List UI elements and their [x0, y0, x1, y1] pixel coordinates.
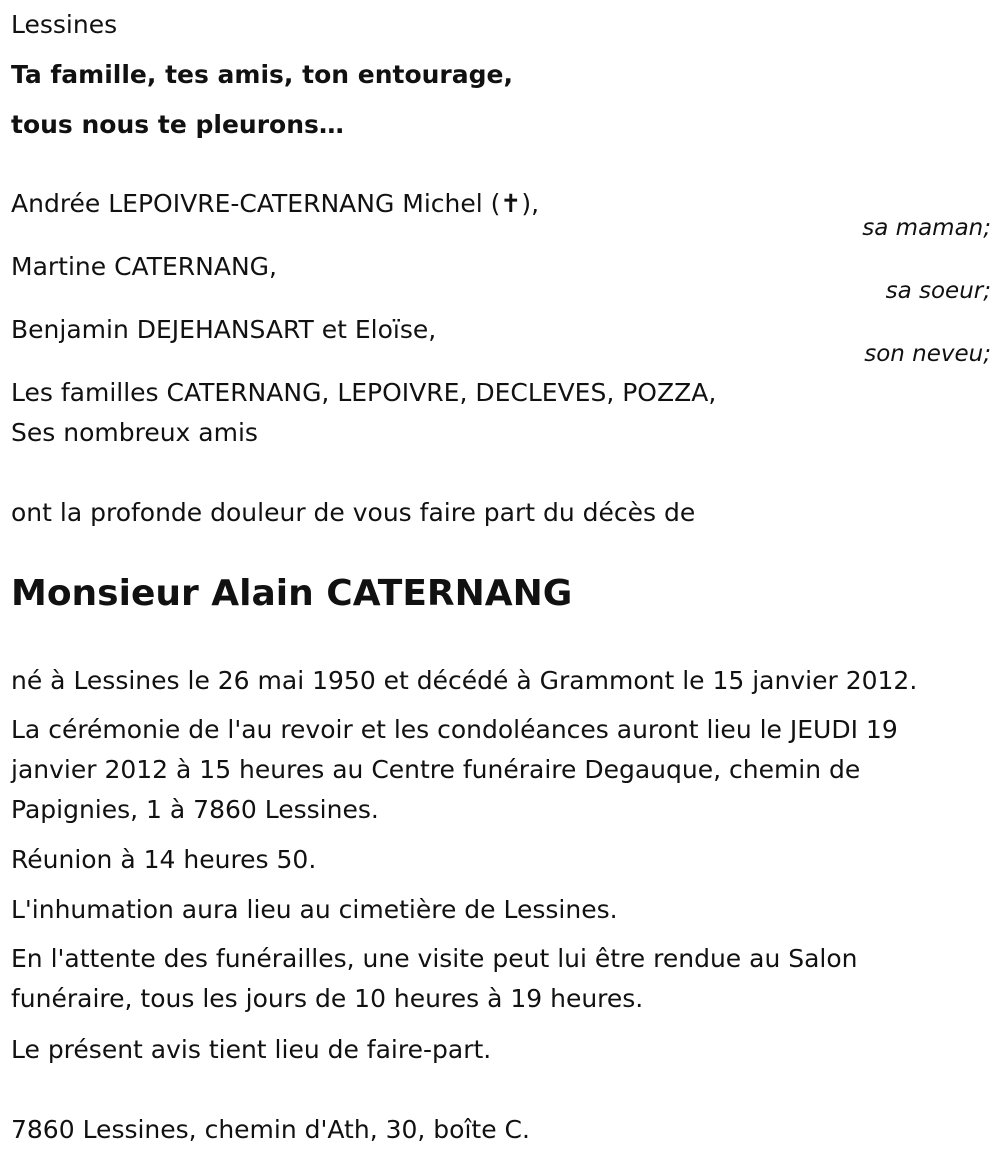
other-families: Les familles CATERNANG, LEPOIVRE, DECLEVES, POZZA, [11, 378, 717, 407]
header-line-2: tous nous te pleurons… [11, 110, 344, 139]
deceased-name: Monsieur Alain CATERNANG [11, 573, 573, 614]
header-city: Lessines [11, 10, 118, 39]
family-member-name: Andrée LEPOIVRE-CATERNANG Michel (✝), [11, 189, 540, 218]
header-line-1: Ta famille, tes amis, ton entourage, [11, 60, 513, 89]
visit-details: En l'attente des funérailles, une visite peut lui être rendue au Salon funéraire, tous les jours de 10 heures à 19 heures. [11, 944, 858, 1013]
ceremony-details: La cérémonie de l'au revoir et les condoléances auront lieu le JEUDI 19 janvier 2012 à 15 heures au Centre funéraire Degauque, chemin de Papignies, 1 à 7860 Lessines. [11, 715, 898, 824]
address: 7860 Lessines, chemin d'Ath, 30, boîte C. [11, 1115, 530, 1144]
friends: Ses nombreux amis [11, 418, 258, 447]
notice-text: Le présent avis tient lieu de faire-part. [11, 1035, 492, 1064]
family-member-name: Benjamin DEJEHANSART et Eloïse, [11, 315, 437, 344]
family-member-role: son neveu; [864, 341, 991, 367]
birth-death-details: né à Lessines le 26 mai 1950 et décédé à Grammont le 15 janvier 2012. [11, 666, 918, 695]
family-member-role: sa maman; [862, 215, 991, 241]
family-member-role: sa soeur; [885, 278, 991, 304]
family-member-name: Martine CATERNANG, [11, 252, 277, 281]
burial-details: L'inhumation aura lieu au cimetière de Lessines. [11, 895, 618, 924]
meeting-time: Réunion à 14 heures 50. [11, 845, 317, 874]
announcement: ont la profonde douleur de vous faire part du décès de [11, 498, 696, 527]
